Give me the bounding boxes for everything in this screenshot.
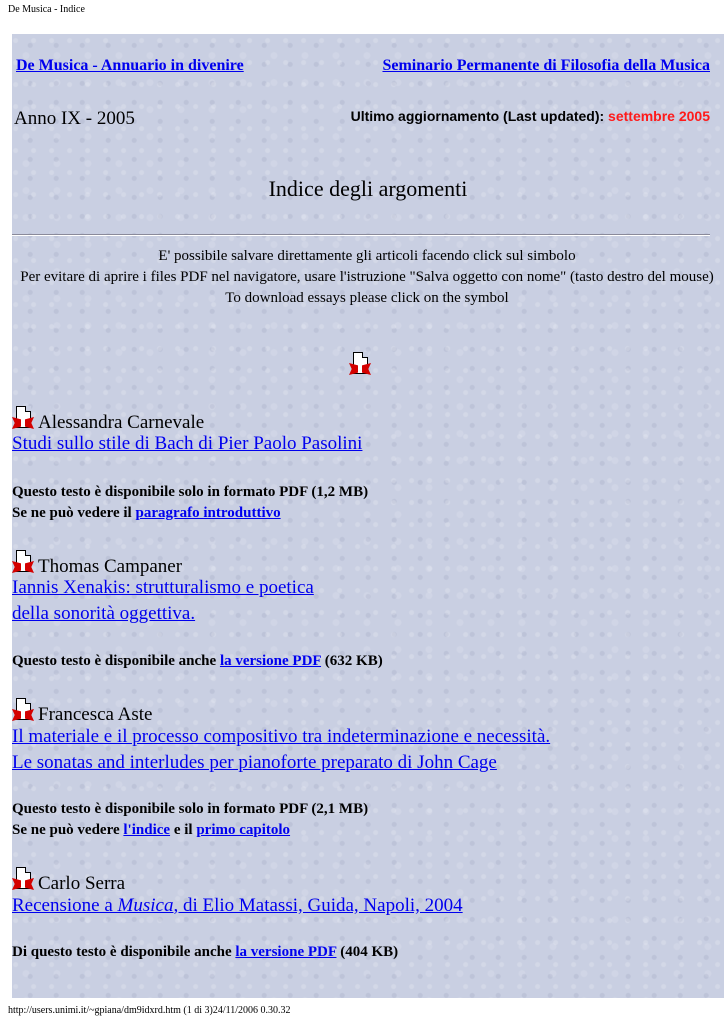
article-link[interactable]: della sonorità oggettiva.: [12, 603, 196, 624]
page-title: Indice degli argomenti: [268, 176, 468, 201]
last-updated-date: settembre 2005: [608, 108, 710, 124]
last-updated-label: Ultimo aggiornamento (Last updated):: [350, 108, 605, 124]
intro-paragraph-link[interactable]: paragrafo introduttivo: [135, 505, 281, 521]
print-header: De Musica - Indice: [8, 4, 85, 15]
pdf-download-icon[interactable]: [12, 698, 34, 724]
notice-line-3: To download essays please click on the symbol: [225, 290, 509, 306]
article-link[interactable]: Iannis Xenakis: strutturalismo e poetica: [12, 577, 314, 598]
pdf-version-link[interactable]: la versione PDF: [219, 653, 322, 669]
format-note: Questo testo è disponibile solo in formato PDF (2,1 MB): [12, 801, 369, 817]
article-link[interactable]: Il materiale e il processo compositivo tra indeterminazione e necessità.: [12, 726, 551, 747]
pdf-download-icon: [349, 352, 371, 378]
notice-line-2: Per evitare di aprire i files PDF nel navigatore, usare l'istruzione "Salva oggetto con nome" (tasto destro del mouse): [20, 269, 714, 285]
pdf-download-icon[interactable]: [12, 550, 34, 576]
index-link[interactable]: l'indice: [123, 822, 171, 838]
print-footer: http://users.unimi.it/~gpiana/dm9idxrd.htm (1 di 3)24/11/2006 0.30.32: [8, 1005, 291, 1016]
seminario-link[interactable]: Seminario Permanente di Filosofia della Musica: [382, 57, 710, 74]
pdf-download-icon[interactable]: [12, 867, 34, 893]
notice-line-1: E' possibile salvare direttamente gli articoli facendo click sul simbolo: [158, 248, 576, 264]
download-notice: [20, 246, 714, 309]
article-link[interactable]: Studi sullo stile di Bach di Pier Paolo Pasolini: [12, 433, 363, 454]
article-link[interactable]: Le sonatas and interludes per pianoforte preparato di John Cage: [12, 752, 497, 773]
format-note: Questo testo è disponibile solo in formato PDF (1,2 MB): [12, 484, 369, 500]
article-note: Questo testo è disponibile anche la versione PDF (632 KB): [12, 653, 383, 669]
article-note: Di questo testo è disponibile anche la versione PDF (404 KB): [12, 944, 399, 960]
author-name: Thomas Campaner: [38, 556, 183, 577]
author-name: Carlo Serra: [38, 873, 126, 894]
issue-year: Anno IX - 2005: [14, 108, 135, 129]
preview-note: Se ne può vedere il paragrafo introduttivo: [12, 505, 281, 521]
entry-author: [12, 698, 152, 726]
entry-author: [12, 550, 182, 578]
pdf-download-icon[interactable]: [12, 406, 34, 432]
article-note: [12, 482, 368, 524]
entry-author: [12, 406, 204, 434]
entry-author: [12, 867, 125, 895]
pdf-version-link[interactable]: la versione PDF: [235, 944, 337, 960]
first-chapter-link[interactable]: primo capitolo: [196, 822, 291, 838]
divider: [12, 234, 710, 236]
preview-note: Se ne può vedere l'indice e il primo capitolo: [12, 822, 291, 838]
annuario-link[interactable]: De Musica - Annuario in divenire: [16, 57, 244, 74]
author-name: Alessandra Carnevale: [38, 412, 205, 433]
last-updated: [351, 108, 710, 124]
article-note: [12, 799, 368, 841]
article-link[interactable]: Recensione a Musica, di Elio Matassi, Guida, Napoli, 2004: [12, 895, 463, 916]
author-name: Francesca Aste: [38, 704, 153, 725]
